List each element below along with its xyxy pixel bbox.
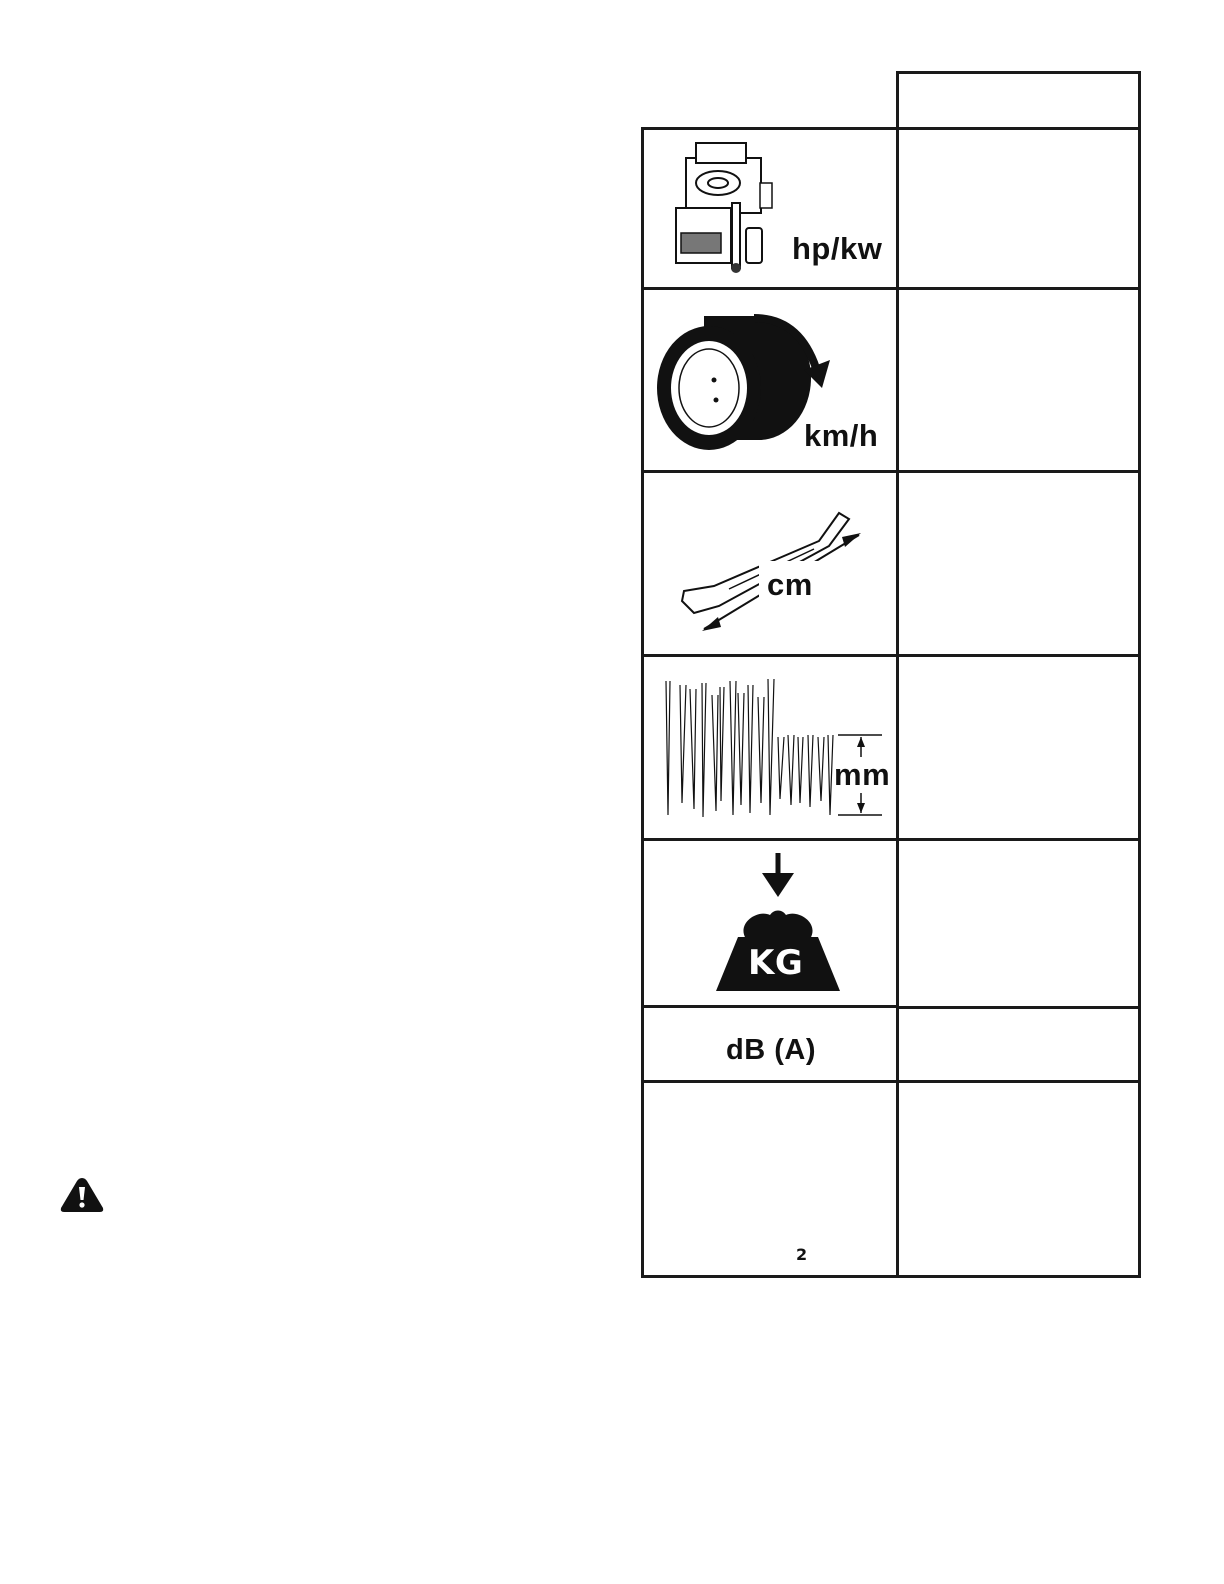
row-cutting-height-value-cell: [896, 654, 1141, 842]
row-weight-value-cell-upper: [896, 838, 1141, 1009]
table-header-cell: [896, 71, 1141, 131]
unit-hp-kw: hp/kw: [792, 231, 883, 266]
row-speed-label-cell: [641, 287, 899, 474]
row-cutting-height-label-cell: [641, 654, 899, 842]
warning-icon: [59, 1176, 105, 1214]
unit-mm: mm: [834, 757, 891, 792]
engine-icon: [666, 138, 776, 278]
row-weight-label-cell: [641, 838, 899, 1009]
row-engine-value-cell: [896, 127, 1141, 291]
footnote-superscript: 2: [796, 1245, 808, 1264]
row-last-label-cell: [641, 1080, 899, 1278]
unit-cm: cm: [767, 567, 813, 602]
row-speed-value-cell: [896, 287, 1141, 474]
row-last-value-cell: [896, 1080, 1141, 1278]
unit-kg: KG: [748, 943, 804, 983]
unit-km-h: km/h: [804, 418, 879, 453]
row-engine-label-cell: [641, 127, 899, 291]
row-blade-label-cell: [641, 470, 899, 658]
row-noise-label-cell: [641, 1005, 899, 1085]
unit-db-a: dB (A): [726, 1034, 816, 1066]
row-weight-value-cell: [896, 1005, 1141, 1085]
grass-height-icon: [658, 675, 898, 825]
row-blade-value-cell: [896, 470, 1141, 658]
